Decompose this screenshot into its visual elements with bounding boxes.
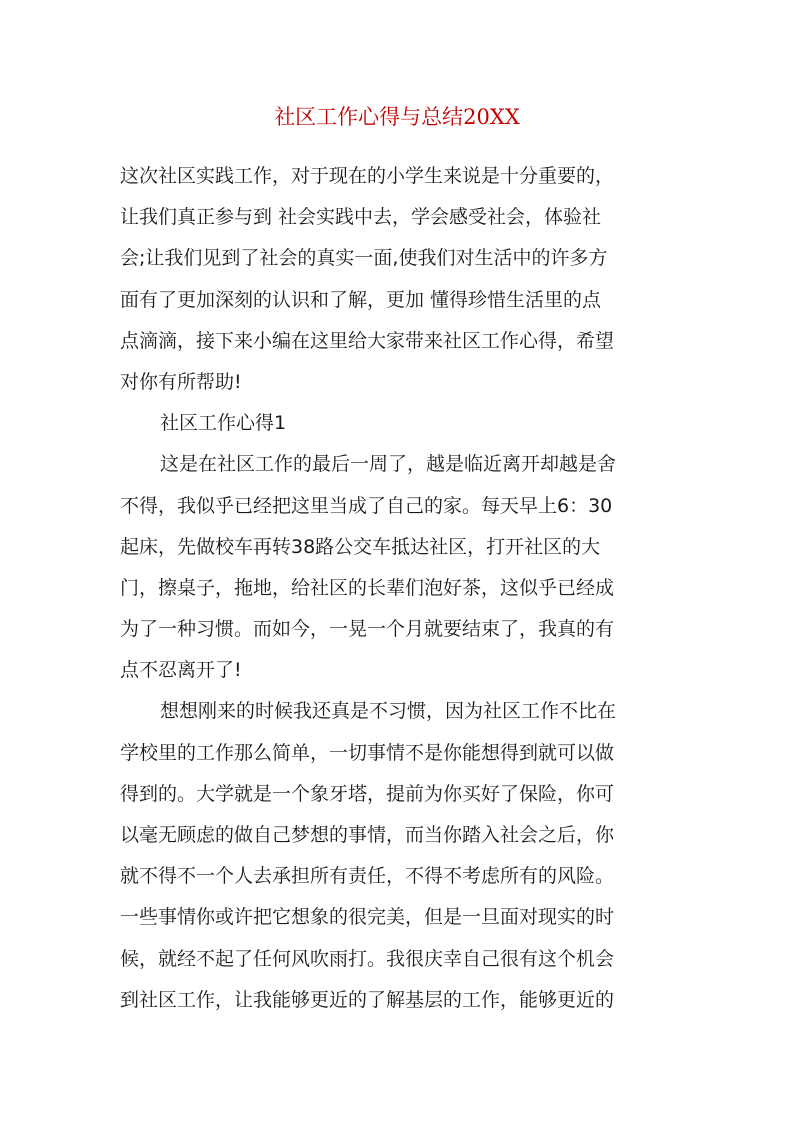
body-line: 候，就经不起了任何风吹雨打。我很庆幸自己很有这个机会 (120, 947, 615, 970)
body-line: 这是在社区工作的最后一周了，越是临近离开却越是舍 (160, 453, 617, 476)
body-line: 学校里的工作那么简单，一切事情不是你能想得到就可以做 (120, 741, 615, 764)
body-line: 一些事情你或许把它想象的很完美，但是一旦面对现实的时 (120, 906, 615, 929)
section-heading: 社区工作心得1 (160, 412, 287, 435)
body-line: 门，擦桌子，拖地，给社区的长辈们泡好茶，这似乎已经成 (120, 576, 615, 599)
body-line: 想想刚来的时候我还真是不习惯，因为社区工作不比在 (160, 700, 617, 723)
body-line: 为了一种习惯。而如今，一晃一个月就要结束了，我真的有 (120, 618, 615, 641)
body-line: 以毫无顾虑的做自己梦想的事情，而当你踏入社会之后，你 (120, 824, 615, 846)
body-line: 就不得不一个人去承担所有责任，不得不考虑所有的风险。 (120, 865, 615, 888)
body-line: 对你有所帮助! (120, 370, 242, 393)
document-title: 社区工作心得与总结20XX (274, 105, 520, 129)
body-line: 起床，先做校车再转38路公交车抵达社区，打开社区的大 (120, 535, 601, 558)
body-line: 得到的。大学就是一个象牙塔，提前为你买好了保险，你可 (120, 782, 615, 805)
body-line: 点滴滴，接下来小编在这里给大家带来社区工作心得，希望 (120, 329, 615, 352)
body-line: 会;让我们见到了社会的真实一面,使我们对生活中的许多方 (120, 247, 608, 270)
body-line: 不得，我似乎已经把这里当成了自己的家。每天早上6：30 (120, 494, 613, 517)
body-line: 让我们真正参与到 社会实践中去，学会感受社会，体验社 (120, 206, 602, 229)
body-line: 到社区工作，让我能够更近的了解基层的工作，能够更近的 (120, 988, 615, 1011)
body-line: 点不忍离开了! (120, 659, 242, 682)
body-line: 这次社区实践工作，对于现在的小学生来说是十分重要的， (120, 165, 615, 187)
body-line: 面有了更加深刻的认识和了解，更加 懂得珍惜生活里的点 (120, 288, 602, 311)
document-body (120, 156, 692, 1021)
